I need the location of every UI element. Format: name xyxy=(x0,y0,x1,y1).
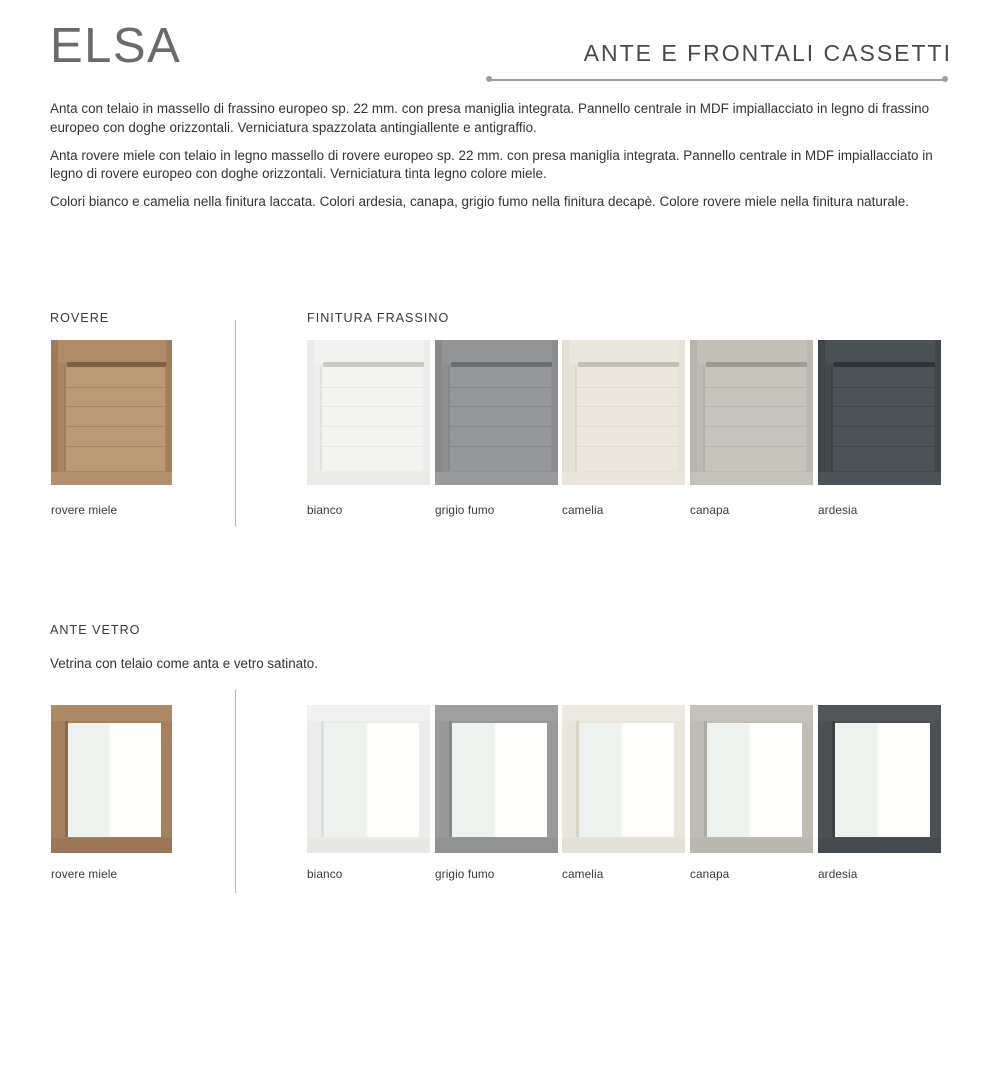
caption-glass-bianco: bianco xyxy=(307,867,343,881)
caption-glass-camelia: camelia xyxy=(562,867,604,881)
door-slat-panel xyxy=(322,367,423,471)
swatch-solid-grigio-fumo[interactable] xyxy=(435,340,558,485)
door-bottom-rail xyxy=(307,472,430,485)
caption-solid-ardesia: ardesia xyxy=(818,503,858,517)
glass-door-bottom-rail xyxy=(435,838,558,853)
door-render-solid xyxy=(562,340,685,485)
intro-description xyxy=(50,100,950,221)
door-top-rail xyxy=(818,340,941,363)
frosted-glass-panel xyxy=(324,723,419,837)
door-left-stile xyxy=(435,340,442,485)
door-top-rail xyxy=(51,340,172,363)
intro-paragraph-3: Colori bianco e camelia nella finitura laccata. Colori ardesia, canapa, grigio fumo nella finitura decapè. Colore rovere miele nella finitura naturale. xyxy=(50,194,909,210)
glass-door-inner-stile xyxy=(321,721,324,836)
door-right-stile xyxy=(935,340,941,485)
door-handle-groove xyxy=(67,362,166,367)
door-bottom-rail xyxy=(818,472,941,485)
door-handle-groove xyxy=(323,362,424,367)
door-render-solid xyxy=(818,340,941,485)
glass-door-top-rail xyxy=(435,705,558,721)
glass-door-render xyxy=(435,705,558,853)
swatch-solid-canapa[interactable] xyxy=(690,340,813,485)
door-bottom-rail xyxy=(51,472,172,485)
glass-door-bottom-rail xyxy=(562,838,685,853)
swatch-solid-bianco[interactable] xyxy=(307,340,430,485)
page-title: ANTE E FRONTALI CASSETTI xyxy=(583,40,952,66)
door-inner-stile xyxy=(575,366,577,470)
glass-door-inner-stile xyxy=(832,721,835,836)
glass-door-inner-stile xyxy=(576,721,579,836)
door-inner-stile xyxy=(448,366,450,470)
door-inner-stile xyxy=(831,366,833,470)
door-top-rail xyxy=(690,340,813,363)
swatch-glass-rovere-miele[interactable] xyxy=(51,705,172,853)
swatch-glass-bianco[interactable] xyxy=(307,705,430,853)
glass-door-inner-stile xyxy=(449,721,452,836)
door-slat-panel xyxy=(577,367,678,471)
door-bottom-rail xyxy=(690,472,813,485)
glass-door-top-rail xyxy=(307,705,430,721)
door-right-stile xyxy=(166,340,172,485)
door-left-stile xyxy=(690,340,697,485)
caption-solid-bianco: bianco xyxy=(307,503,343,517)
door-right-stile xyxy=(424,340,430,485)
glass-door-bottom-rail xyxy=(51,838,172,853)
door-bottom-rail xyxy=(435,472,558,485)
section-label-finitura-frassino: FINITURA FRASSINO xyxy=(307,311,450,325)
intro-paragraph-1: Anta con telaio in massello di frassino europeo sp. 22 mm. con presa maniglia integrata. Pannello centrale in MDF impiallacciato in legno di frassino europeo con doghe orizzontali. Verniciatura spazzolata antingiallente e antigraffio. xyxy=(50,101,930,135)
door-slat-panel xyxy=(450,367,551,471)
swatch-solid-camelia[interactable] xyxy=(562,340,685,485)
intro-paragraph-2: Anta rovere miele con telaio in legno massello di rovere europeo sp. 22 mm. con presa maniglia integrata. Pannello centrale in MDF impiallacciato in legno di rovere europeo con doghe orizzontali. Verniciatura tinta legno colore miele. xyxy=(50,147,933,182)
door-slat-panel xyxy=(66,367,165,471)
door-handle-groove xyxy=(451,362,552,367)
door-right-stile xyxy=(807,340,813,485)
door-slat-panel xyxy=(705,367,806,471)
door-left-stile xyxy=(562,340,569,485)
swatch-solid-rovere-miele[interactable] xyxy=(51,340,172,485)
door-handle-groove xyxy=(578,362,679,367)
caption-solid-rovere-miele: rovere miele xyxy=(51,503,118,517)
glass-door-top-rail xyxy=(51,705,172,721)
door-render-solid xyxy=(435,340,558,485)
swatch-glass-grigio-fumo[interactable] xyxy=(435,705,558,853)
caption-solid-grigio-fumo: grigio fumo xyxy=(435,503,495,517)
swatch-glass-camelia[interactable] xyxy=(562,705,685,853)
door-inner-stile xyxy=(64,366,66,470)
caption-glass-rovere-miele: rovere miele xyxy=(51,867,118,881)
door-left-stile xyxy=(818,340,825,485)
glass-door-bottom-rail xyxy=(690,838,813,853)
caption-glass-canapa: canapa xyxy=(690,867,730,881)
frosted-glass-panel xyxy=(835,723,930,837)
frosted-glass-panel xyxy=(579,723,674,837)
glass-door-render xyxy=(818,705,941,853)
swatch-glass-ardesia[interactable] xyxy=(818,705,941,853)
door-top-rail xyxy=(435,340,558,363)
glass-door-render xyxy=(562,705,685,853)
door-top-rail xyxy=(307,340,430,363)
caption-solid-camelia: camelia xyxy=(562,503,604,517)
swatch-solid-ardesia[interactable] xyxy=(818,340,941,485)
swatch-glass-canapa[interactable] xyxy=(690,705,813,853)
section-label-rovere: ROVERE xyxy=(50,311,110,325)
door-inner-stile xyxy=(320,366,322,470)
glass-door-render xyxy=(307,705,430,853)
frosted-glass-panel xyxy=(68,723,161,837)
rule-dot-right-icon xyxy=(942,76,948,82)
caption-glass-grigio-fumo: grigio fumo xyxy=(435,867,495,881)
door-bottom-rail xyxy=(562,472,685,485)
door-left-stile xyxy=(307,340,314,485)
section-description-ante-vetro: Vetrina con telaio come anta e vetro satinato. xyxy=(50,656,318,671)
door-slat-panel xyxy=(833,367,934,471)
glass-door-render xyxy=(51,705,172,853)
door-left-stile xyxy=(51,340,58,485)
vertical-divider-solid xyxy=(235,320,236,526)
brand-logo: ELSA xyxy=(50,19,182,73)
frosted-glass-panel xyxy=(452,723,547,837)
glass-door-top-rail xyxy=(690,705,813,721)
door-render-solid xyxy=(690,340,813,485)
glass-door-top-rail xyxy=(818,705,941,721)
page-header xyxy=(0,0,1000,96)
header-divider-rule xyxy=(486,76,948,83)
caption-glass-ardesia: ardesia xyxy=(818,867,858,881)
door-render-solid xyxy=(307,340,430,485)
frosted-glass-panel xyxy=(707,723,802,837)
section-label-ante-vetro: ANTE VETRO xyxy=(50,623,141,637)
door-top-rail xyxy=(562,340,685,363)
door-right-stile xyxy=(552,340,558,485)
door-render-solid xyxy=(51,340,172,485)
glass-door-top-rail xyxy=(562,705,685,721)
vertical-divider-glass xyxy=(235,690,236,893)
door-handle-groove xyxy=(834,362,935,367)
door-handle-groove xyxy=(706,362,807,367)
glass-door-inner-stile xyxy=(704,721,707,836)
door-right-stile xyxy=(679,340,685,485)
door-inner-stile xyxy=(703,366,705,470)
glass-door-bottom-rail xyxy=(818,838,941,853)
glass-door-bottom-rail xyxy=(307,838,430,853)
glass-door-render xyxy=(690,705,813,853)
caption-solid-canapa: canapa xyxy=(690,503,730,517)
glass-door-inner-stile xyxy=(65,721,68,836)
rule-line xyxy=(489,79,945,81)
